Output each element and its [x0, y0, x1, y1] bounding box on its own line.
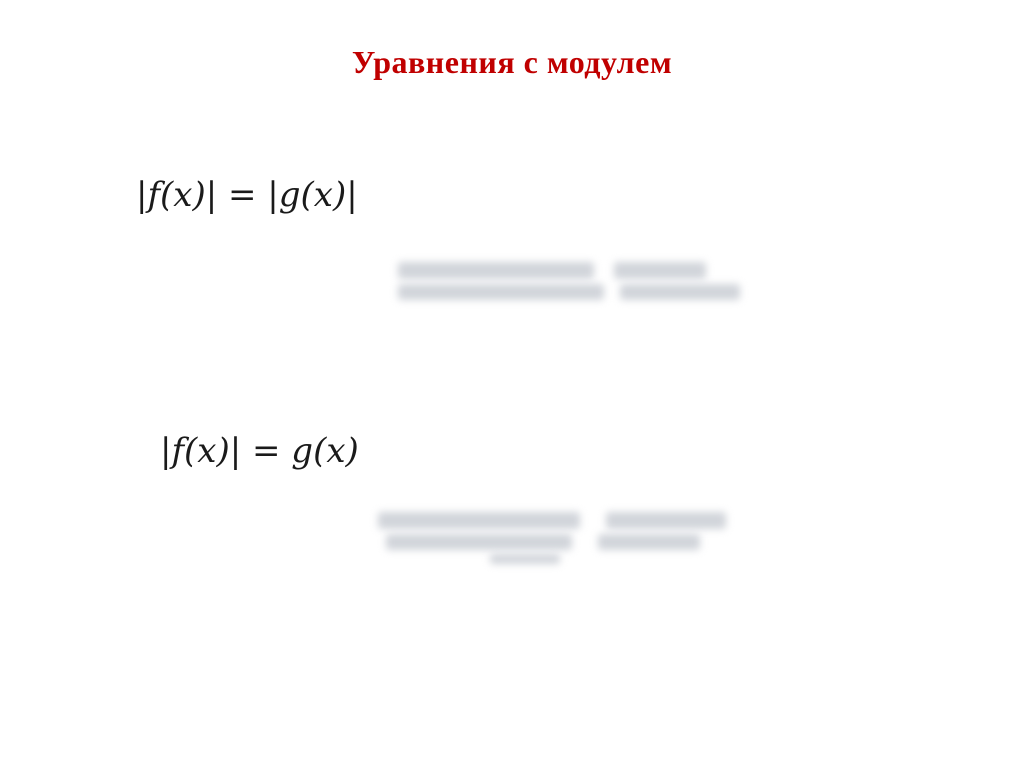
- blurred-text-line: [490, 554, 560, 564]
- blurred-note-2: [378, 508, 746, 564]
- blurred-text-line: [606, 512, 726, 529]
- blurred-note-1: [398, 258, 748, 310]
- page-title: Уравнения с модулем: [351, 44, 673, 80]
- formula-abs-equals-g: |f(x)| = g(x): [160, 431, 359, 471]
- blurred-text-line: [620, 284, 740, 300]
- blurred-text-line: [614, 262, 706, 279]
- blurred-text-line: [386, 534, 572, 550]
- blurred-text-line: [398, 262, 594, 279]
- blurred-text-line: [598, 534, 700, 550]
- formula-abs-equals-abs: |f(x)| = |g(x)|: [136, 175, 358, 215]
- blurred-text-line: [378, 512, 580, 529]
- blurred-text-line: [398, 284, 604, 300]
